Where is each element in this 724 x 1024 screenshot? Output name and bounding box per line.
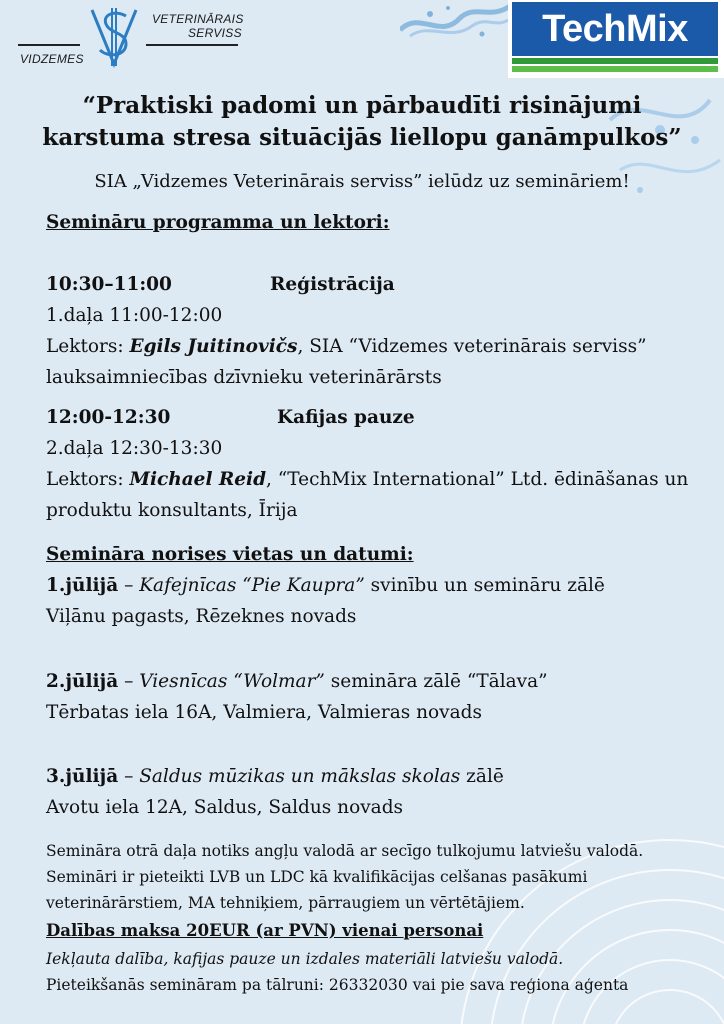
page-subtitle: SIA „Vidzemes Veterinārais serviss” ielūdz uz semināriem!	[94, 171, 630, 192]
venue-3-address: Avotu iela 12A, Saldus, Saldus novads	[46, 797, 404, 818]
vs-monogram-icon	[86, 6, 142, 68]
venue-3-dash: –	[118, 766, 140, 787]
part1-lecturer-prefix: Lektors:	[46, 336, 130, 357]
registration-label: Reģistrācija	[270, 274, 395, 295]
venue-1-rest: svinību un semināru zālē	[364, 575, 605, 596]
part2-label: 2.daļa 12:30-13:30	[46, 438, 223, 459]
venue-2-date: 2.jūlijā	[46, 671, 119, 692]
venue-2-address: Tērbatas iela 16A, Valmiera, Valmieras novads	[46, 702, 482, 723]
part2-lecturer-prefix: Lektors:	[46, 469, 130, 490]
logo-word-serviss: SERVISS	[188, 26, 242, 40]
venue-3-place: Saldus mūzikas un mākslas skolas	[139, 766, 461, 787]
note-included: Iekļauta dalība, kafijas pauze un izdales materiāli latviešu valodā.	[46, 950, 564, 968]
note-accreditation-2: veterinārārstiem, MA tehniķiem, pārraugiem un vērtētājiem.	[46, 894, 525, 912]
part1-lecturer-name: Egils Juitinovičs	[129, 336, 298, 357]
part2-lecturer-line2: produktu konsultants, Īrija	[46, 500, 298, 521]
venue-2-place: Viesnīcas “Wolmar”	[139, 671, 325, 692]
part1-label: 1.daļa 11:00-12:00	[46, 305, 223, 326]
part2-lecturer-rest: , “TechMix International” Ltd. ēdināšanas un	[266, 469, 689, 490]
venue-2-line	[46, 667, 548, 697]
program-heading: Semināru programma un lektori:	[46, 212, 390, 233]
note-accreditation-1: Semināri ir pieteikti LVB un LDC kā kvalifikācijas celšanas pasākumi	[46, 868, 588, 886]
note-registration: Pieteikšanās semināram pa tālruni: 26332030 vai pie sava reģiona aģenta	[46, 976, 629, 994]
venue-1-place: Kafejnīcas “Pie Kaupra”	[139, 575, 365, 596]
venue-1-date: 1.jūlijā	[46, 575, 119, 596]
techmix-logo-box	[512, 2, 718, 56]
part2-lecturer-name: Michael Reid	[129, 469, 267, 490]
title-line-2: karstuma stresa situācijās liellopu ganāmpulkos”	[42, 124, 682, 151]
vidzemes-vet-logo	[18, 6, 248, 68]
venue-3-line	[46, 762, 504, 792]
break-label: Kafijas pauze	[277, 407, 415, 428]
break-time: 12:00-12:30	[46, 407, 171, 428]
techmix-stripe-light	[512, 66, 718, 72]
page-title	[20, 90, 704, 154]
venue-1-address: Viļānu pagasts, Rēzeknes novads	[46, 606, 357, 627]
water-splash-icon	[400, 0, 510, 42]
part1-lecturer	[46, 332, 647, 362]
venue-3-rest: zālē	[460, 766, 504, 787]
part1-lecturer-rest: , SIA “Vidzemes veterinārais serviss”	[297, 336, 647, 357]
logo-word-vidzemes: VIDZEMES	[20, 52, 84, 66]
registration-time: 10:30–11:00	[46, 274, 172, 295]
title-line-1: “Praktiski padomi un pārbaudīti risinājumi	[82, 92, 642, 119]
note-translation: Semināra otrā daļa notiks angļu valodā ar secīgo tulkojumu latviešu valodā.	[46, 842, 644, 860]
techmix-logo	[508, 0, 724, 78]
venue-1-dash: –	[118, 575, 140, 596]
part1-lecturer-line2: lauksaimniecības dzīvnieku veterinārārsts	[46, 367, 442, 388]
logo-word-veterinarais: VETERINĀRAIS	[152, 12, 244, 26]
venue-3-date: 3.jūlijā	[46, 766, 119, 787]
logo-rule-right	[146, 44, 238, 46]
participation-fee: Dalības maksa 20EUR (ar PVN) vienai personai	[46, 921, 484, 940]
part2-lecturer	[46, 465, 688, 495]
venue-1-line	[46, 571, 605, 601]
venues-heading: Semināra norises vietas un datumi:	[46, 544, 414, 565]
logo-rule-left	[18, 44, 80, 46]
techmix-logo-text: TechMix	[542, 7, 688, 50]
techmix-stripe-dark	[512, 58, 718, 64]
venue-2-dash: –	[118, 671, 140, 692]
venue-2-rest: semināra zālē “Tālava”	[324, 671, 548, 692]
